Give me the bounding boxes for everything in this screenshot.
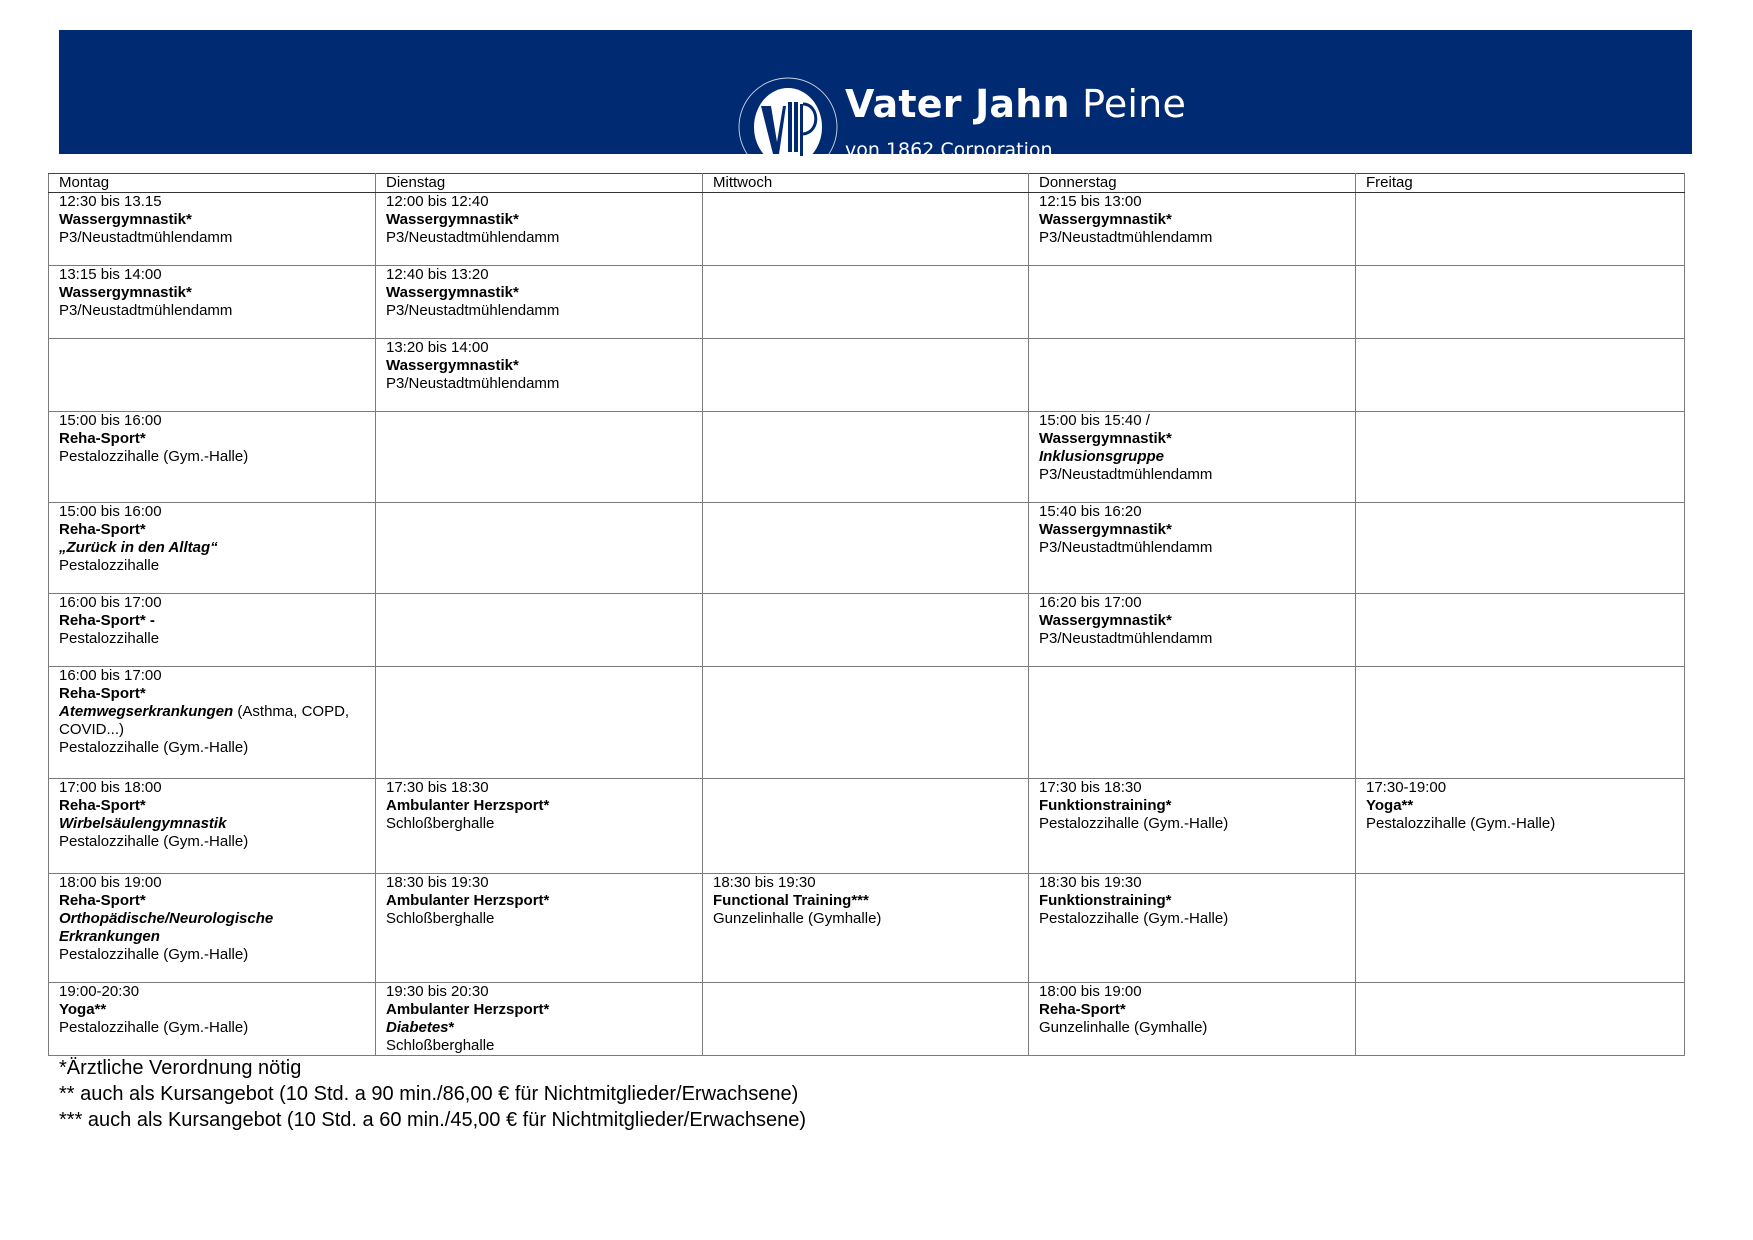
empty-cell xyxy=(1356,412,1685,503)
course-location: Pestalozzihalle xyxy=(59,557,160,574)
course-location: Gunzelinhalle (Gymhalle) xyxy=(1039,1019,1208,1036)
course-time: 19:00-20:30 xyxy=(59,983,140,1000)
course-cell xyxy=(49,503,376,594)
empty-cell xyxy=(1356,503,1685,594)
course-location: Gunzelinhalle (Gymhalle) xyxy=(713,910,882,927)
schedule-row xyxy=(49,412,1685,503)
course-cell xyxy=(49,983,376,1056)
empty-cell xyxy=(703,983,1029,1056)
empty-cell xyxy=(703,503,1029,594)
course-time: 19:30 bis 20:30 xyxy=(386,983,489,1000)
empty-cell xyxy=(1356,339,1685,412)
empty-cell xyxy=(703,339,1029,412)
day-header: Freitag xyxy=(1356,174,1685,193)
course-title: Wassergymnastik* xyxy=(1039,430,1172,447)
empty-cell xyxy=(703,266,1029,339)
course-location: P3/Neustadtmühlendamm xyxy=(1039,630,1213,647)
course-time: 18:30 bis 19:30 xyxy=(386,874,489,891)
course-time: 12:15 bis 13:00 xyxy=(1039,193,1142,210)
course-location: Schloßberghalle xyxy=(386,910,495,927)
course-cell xyxy=(1029,594,1356,667)
schedule-row xyxy=(49,193,1685,266)
course-subtitle-line xyxy=(59,703,365,739)
course-time: 15:00 bis 15:40 / xyxy=(1039,412,1150,429)
course-title: Reha-Sport* xyxy=(59,892,146,909)
course-title: Wassergymnastik* xyxy=(386,211,519,228)
course-cell xyxy=(1029,779,1356,874)
empty-cell xyxy=(376,503,703,594)
course-cell xyxy=(49,779,376,874)
course-time: 17:30 bis 18:30 xyxy=(386,779,489,796)
course-title: Reha-Sport* xyxy=(59,797,146,814)
empty-cell xyxy=(1029,339,1356,412)
course-cell xyxy=(49,667,376,779)
course-title: Wassergymnastik* xyxy=(1039,612,1172,629)
schedule-row xyxy=(49,667,1685,779)
day-header: Dienstag xyxy=(376,174,703,193)
empty-cell xyxy=(1356,266,1685,339)
course-cell xyxy=(1029,983,1356,1056)
course-title: Wassergymnastik* xyxy=(59,284,192,301)
course-title: Funktionstraining* xyxy=(1039,797,1172,814)
course-schedule-table xyxy=(48,173,1685,1056)
course-title: Wassergymnastik* xyxy=(386,284,519,301)
course-cell xyxy=(1029,503,1356,594)
course-subtitle: Inklusionsgruppe xyxy=(1039,448,1165,465)
empty-cell xyxy=(376,412,703,503)
club-name-bold: Vater Jahn xyxy=(845,82,1070,126)
course-cell xyxy=(49,412,376,503)
course-time: 17:30 bis 18:30 xyxy=(1039,779,1142,796)
schedule-row xyxy=(49,266,1685,339)
course-title: Ambulanter Herzsport* xyxy=(386,1001,550,1018)
course-title: Ambulanter Herzsport* xyxy=(386,797,550,814)
course-title: Functional Training*** xyxy=(713,892,869,909)
course-location: Pestalozzihalle (Gym.-Halle) xyxy=(59,739,249,756)
schedule-row xyxy=(49,594,1685,667)
course-location: Pestalozzihalle xyxy=(59,630,160,647)
course-subtitle: „Zurück in den Alltag“ xyxy=(59,539,218,556)
logo-emblem-icon xyxy=(737,76,839,178)
empty-cell xyxy=(1356,594,1685,667)
empty-cell xyxy=(1029,266,1356,339)
course-time: 15:00 bis 16:00 xyxy=(59,503,162,520)
course-location: Pestalozzihalle (Gym.-Halle) xyxy=(1039,910,1229,927)
day-header: Donnerstag xyxy=(1029,174,1356,193)
course-location: P3/Neustadtmühlendamm xyxy=(386,229,560,246)
course-time: 12:40 bis 13:20 xyxy=(386,266,489,283)
course-time: 17:30-19:00 xyxy=(1366,779,1447,796)
course-time: 18:30 bis 19:30 xyxy=(1039,874,1142,891)
course-location: Pestalozzihalle (Gym.-Halle) xyxy=(59,1019,249,1036)
course-location: Pestalozzihalle (Gym.-Halle) xyxy=(59,946,249,963)
course-title: Yoga** xyxy=(59,1001,107,1018)
course-cell xyxy=(376,874,703,983)
empty-cell xyxy=(703,412,1029,503)
course-title: Wassergymnastik* xyxy=(386,357,519,374)
course-cell xyxy=(376,266,703,339)
footnote: *Ärztliche Verordnung nötig xyxy=(59,1057,302,1079)
schedule-row xyxy=(49,339,1685,412)
day-header: Mittwoch xyxy=(703,174,1029,193)
course-location: P3/Neustadtmühlendamm xyxy=(386,375,560,392)
course-location: Schloßberghalle xyxy=(386,815,495,832)
course-subtitle: Orthopädische/Neurologische Erkrankungen xyxy=(59,910,274,945)
course-time: 17:00 bis 18:00 xyxy=(59,779,162,796)
course-location: P3/Neustadtmühlendamm xyxy=(1039,229,1213,246)
course-location: Schloßberghalle xyxy=(386,1037,495,1054)
club-name-city: Peine xyxy=(1082,82,1187,126)
empty-cell xyxy=(1356,193,1685,266)
course-cell xyxy=(1029,412,1356,503)
empty-cell xyxy=(49,339,376,412)
course-subtitle-extra: (Asthma, COPD, COVID...) xyxy=(59,703,350,738)
empty-cell xyxy=(703,594,1029,667)
course-time: 16:20 bis 17:00 xyxy=(1039,594,1142,611)
course-title: Ambulanter Herzsport* xyxy=(386,892,550,909)
footnote: *** auch als Kursangebot (10 Std. a 60 min./45,00 € für Nichtmitglieder/Erwachsene) xyxy=(59,1109,807,1131)
course-subtitle-suffix: * xyxy=(448,1019,455,1036)
empty-cell xyxy=(376,594,703,667)
empty-cell xyxy=(1029,667,1356,779)
course-cell xyxy=(1029,874,1356,983)
header-banner xyxy=(59,30,1692,178)
vjp-logo xyxy=(737,76,839,178)
course-time: 16:00 bis 17:00 xyxy=(59,594,162,611)
course-location: Pestalozzihalle (Gym.-Halle) xyxy=(1039,815,1229,832)
course-time: 18:00 bis 19:00 xyxy=(59,874,162,891)
course-cell xyxy=(49,874,376,983)
course-time: 13:20 bis 14:00 xyxy=(386,339,489,356)
course-cell xyxy=(1029,193,1356,266)
course-cell xyxy=(49,193,376,266)
schedule-row xyxy=(49,874,1685,983)
course-cell xyxy=(1356,779,1685,874)
course-location: Pestalozzihalle (Gym.-Halle) xyxy=(59,448,249,465)
footnotes xyxy=(59,1055,806,1133)
empty-cell xyxy=(703,667,1029,779)
course-cell xyxy=(376,779,703,874)
course-cell xyxy=(376,339,703,412)
empty-cell xyxy=(1356,874,1685,983)
course-title: Reha-Sport* xyxy=(59,521,146,538)
schedule-row xyxy=(49,503,1685,594)
empty-cell xyxy=(703,779,1029,874)
course-cell xyxy=(49,594,376,667)
course-cell xyxy=(49,266,376,339)
course-subtitle: Wirbelsäulengymnastik xyxy=(59,815,227,832)
course-time: 18:00 bis 19:00 xyxy=(1039,983,1142,1000)
course-location: P3/Neustadtmühlendamm xyxy=(59,302,233,319)
course-title: Wassergymnastik* xyxy=(1039,211,1172,228)
course-location: P3/Neustadtmühlendamm xyxy=(1039,466,1213,483)
course-time: 15:00 bis 16:00 xyxy=(59,412,162,429)
course-title: Wassergymnastik* xyxy=(1039,521,1172,538)
club-subtitle: von 1862 Corporation xyxy=(845,139,1053,161)
table-header-row xyxy=(49,174,1685,193)
course-title: Reha-Sport* xyxy=(59,685,146,702)
empty-cell xyxy=(1356,667,1685,779)
course-cell xyxy=(376,983,703,1056)
course-time: 12:00 bis 12:40 xyxy=(386,193,489,210)
course-location: P3/Neustadtmühlendamm xyxy=(59,229,233,246)
course-title: Reha-Sport* xyxy=(1039,1001,1126,1018)
course-time: 18:30 bis 19:30 xyxy=(713,874,816,891)
course-time: 13:15 bis 14:00 xyxy=(59,266,162,283)
empty-cell xyxy=(1356,983,1685,1056)
schedule-row xyxy=(49,983,1685,1056)
schedule-row xyxy=(49,779,1685,874)
course-location: P3/Neustadtmühlendamm xyxy=(1039,539,1213,556)
course-time: 15:40 bis 16:20 xyxy=(1039,503,1142,520)
logo-letters: VJP xyxy=(787,177,789,178)
course-subtitle-line xyxy=(59,910,365,946)
course-cell xyxy=(703,874,1029,983)
course-location: Pestalozzihalle (Gym.-Halle) xyxy=(59,833,249,850)
course-location: P3/Neustadtmühlendamm xyxy=(386,302,560,319)
course-cell xyxy=(376,193,703,266)
empty-cell xyxy=(376,667,703,779)
course-subtitle-line xyxy=(59,539,365,557)
footnote: ** auch als Kursangebot (10 Std. a 90 min./86,00 € für Nichtmitglieder/Erwachsene) xyxy=(59,1083,799,1105)
course-title: Yoga** xyxy=(1366,797,1414,814)
course-subtitle-line xyxy=(1039,448,1345,466)
course-title: Wassergymnastik* xyxy=(59,211,192,228)
course-title: Reha-Sport* xyxy=(59,430,146,447)
course-time: 12:30 bis 13.15 xyxy=(59,193,162,210)
course-subtitle: Diabetes xyxy=(386,1019,449,1036)
course-location: Pestalozzihalle (Gym.-Halle) xyxy=(1366,815,1556,832)
course-title: Reha-Sport* - xyxy=(59,612,155,629)
course-title: Funktionstraining* xyxy=(1039,892,1172,909)
schedule-body xyxy=(49,193,1685,1056)
day-header: Montag xyxy=(49,174,376,193)
club-name xyxy=(845,82,1186,126)
empty-cell xyxy=(703,193,1029,266)
course-subtitle: Atemwegserkrankungen xyxy=(59,703,234,720)
course-time: 16:00 bis 17:00 xyxy=(59,667,162,684)
course-subtitle-line xyxy=(59,815,365,833)
course-subtitle-line xyxy=(386,1019,692,1037)
